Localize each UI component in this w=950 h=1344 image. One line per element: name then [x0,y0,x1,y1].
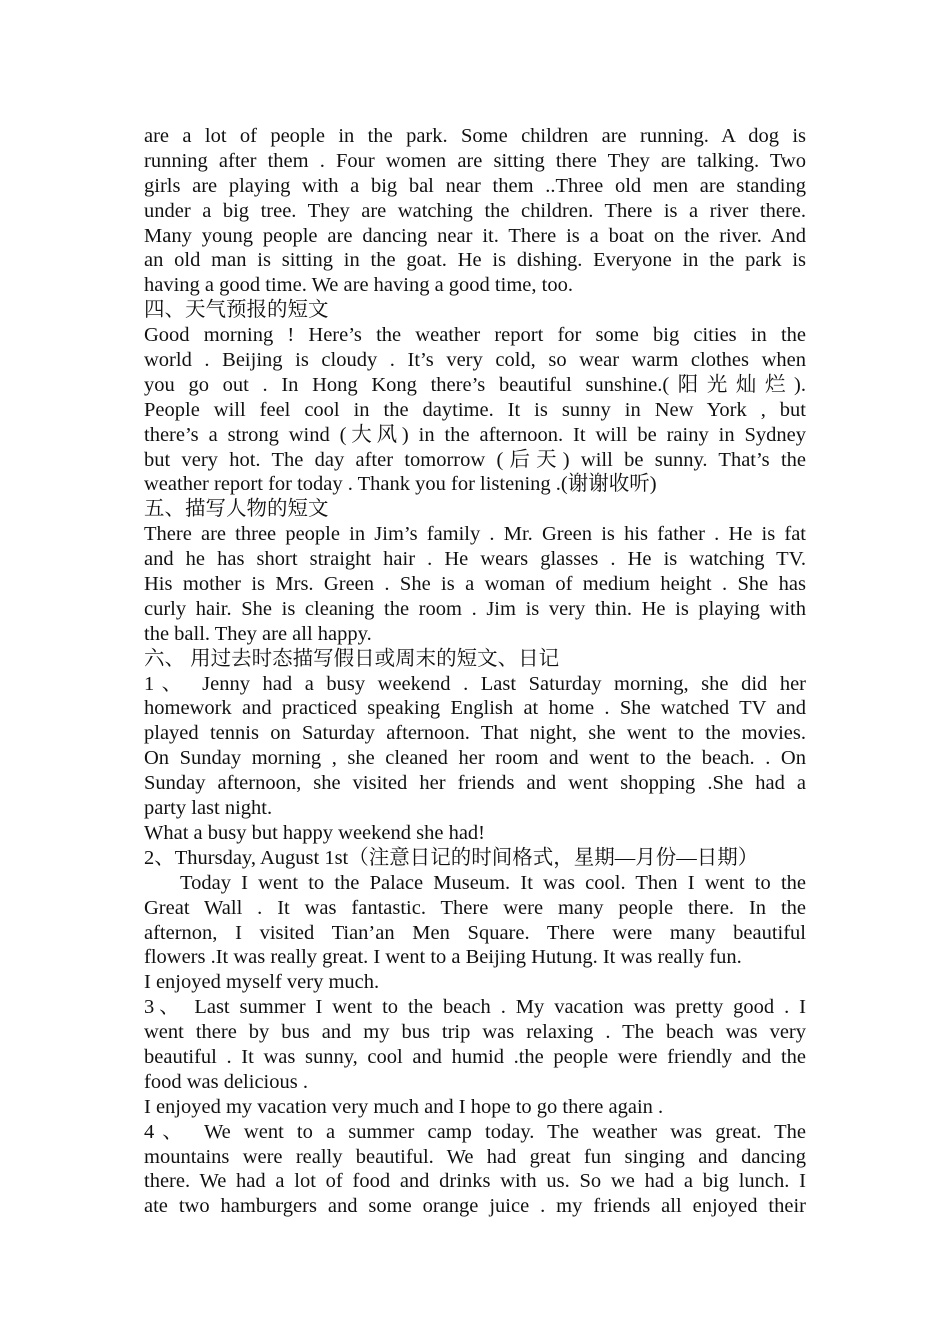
text-line: homework and practiced speaking English at home . She watched TV and [144,697,806,720]
text-line: 六、 用过去时态描写假日或周末的短文、日记 [144,647,560,670]
text-line: went there by bus and my bus trip was relaxing . The beach was very [144,1021,806,1044]
text-line: are a lot of people in the park. Some children are running. A dog is [144,125,806,147]
text-line: played tennis on Saturday afternoon. That night, she went to the movies. [144,722,806,745]
text-line: mountains were really beautiful. We had great fun singing and dancing [144,1145,806,1168]
text-line: What a busy but happy weekend she had! [144,821,485,844]
text-line: afternon, I visited Tian’an Men Square. There were many beautiful [144,921,806,944]
text-line: ate two hamburgers and some orange juice . my friends all enjoyed their [144,1195,806,1218]
text-line: On Sunday morning , she cleaned her room and went to the beach. . On [144,747,806,770]
text-line: an old man is sitting in the goat. He is dishing. Everyone in the park is [144,249,806,272]
text-line: People will feel cool in the daytime. It is sunny in New York , but [144,398,806,421]
text-line: party last night. [144,797,273,820]
text-line: 1、 Jenny had a busy weekend . Last Saturday morning, she did her [144,672,806,695]
text-line: food was delicious . [144,1070,308,1093]
text-line: but very hot. The day after tomorrow (后天) will be sunny. That’s the [144,448,806,471]
text-line: the ball. They are all happy. [144,622,372,645]
text-line: I enjoyed my vacation very much and I hope to go there again . [144,1095,664,1118]
text-line: there’s a strong wind (大风) in the afternoon. It will be rainy in Sydney [144,423,806,446]
text-line: Sunday afternoon, she visited her friends and went shopping .She had a [144,772,806,795]
text-line: His mother is Mrs. Green . She is a woman of medium height . She has [144,573,806,596]
text-line: 五、描写人物的短文 [144,498,329,521]
text-line: Today I went to the Palace Museum. It was cool. Then I went to the [180,871,806,894]
text-line: world . Beijing is cloudy . It’s very cold, so wear warm clothes when [144,349,806,372]
text-line: 四、天气预报的短文 [144,299,329,322]
text-line: flowers .It was really great. I went to a Beijing Hutung. It was really fun. [144,946,742,969]
text-line: curly hair. She is cleaning the room . Jim is very thin. He is playing with [144,597,806,620]
text-line: There are three people in Jim’s family . Mr. Green is his father . He is fat [144,523,806,546]
text-line: running after them . Four women are sitting there They are talking. Two [144,149,806,172]
text-line: girls are playing with a big bal near them ..Three old men are standing [144,174,806,197]
text-line: you go out . In Hong Kong there’s beautiful sunshine.(阳光灿烂). [144,373,806,396]
text-line: 2、Thursday, August 1st（注意日记的时间格式，星期—月份—日期） [144,846,759,869]
text-line: Good morning ! Here’s the weather report for some big cities in the [144,324,806,347]
text-line: under a big tree. They are watching the children. There is a river there. [144,199,806,222]
text-line: Great Wall . It was fantastic. There were many people there. In the [144,896,806,919]
text-line: 4、 We went to a summer camp today. The weather was great. The [144,1120,806,1143]
text-line: beautiful . It was sunny, cool and humid .the people were friendly and the [144,1045,806,1068]
text-line: and he has short straight hair . He wears glasses . He is watching TV. [144,548,806,571]
text-line: Many young people are dancing near it. There is a boat on the river. And [144,224,806,247]
text-line: having a good time. We are having a good time, too. [144,274,573,297]
text-line: there. We had a lot of food and drinks with us. So we had a big lunch. I [144,1170,806,1193]
text-line: I enjoyed myself very much. [144,971,380,994]
document-body [144,124,806,1219]
text-line: 3、 Last summer I went to the beach . My vacation was pretty good . I [144,996,806,1019]
text-line: weather report for today . Thank you for listening .(谢谢收听) [144,473,657,496]
